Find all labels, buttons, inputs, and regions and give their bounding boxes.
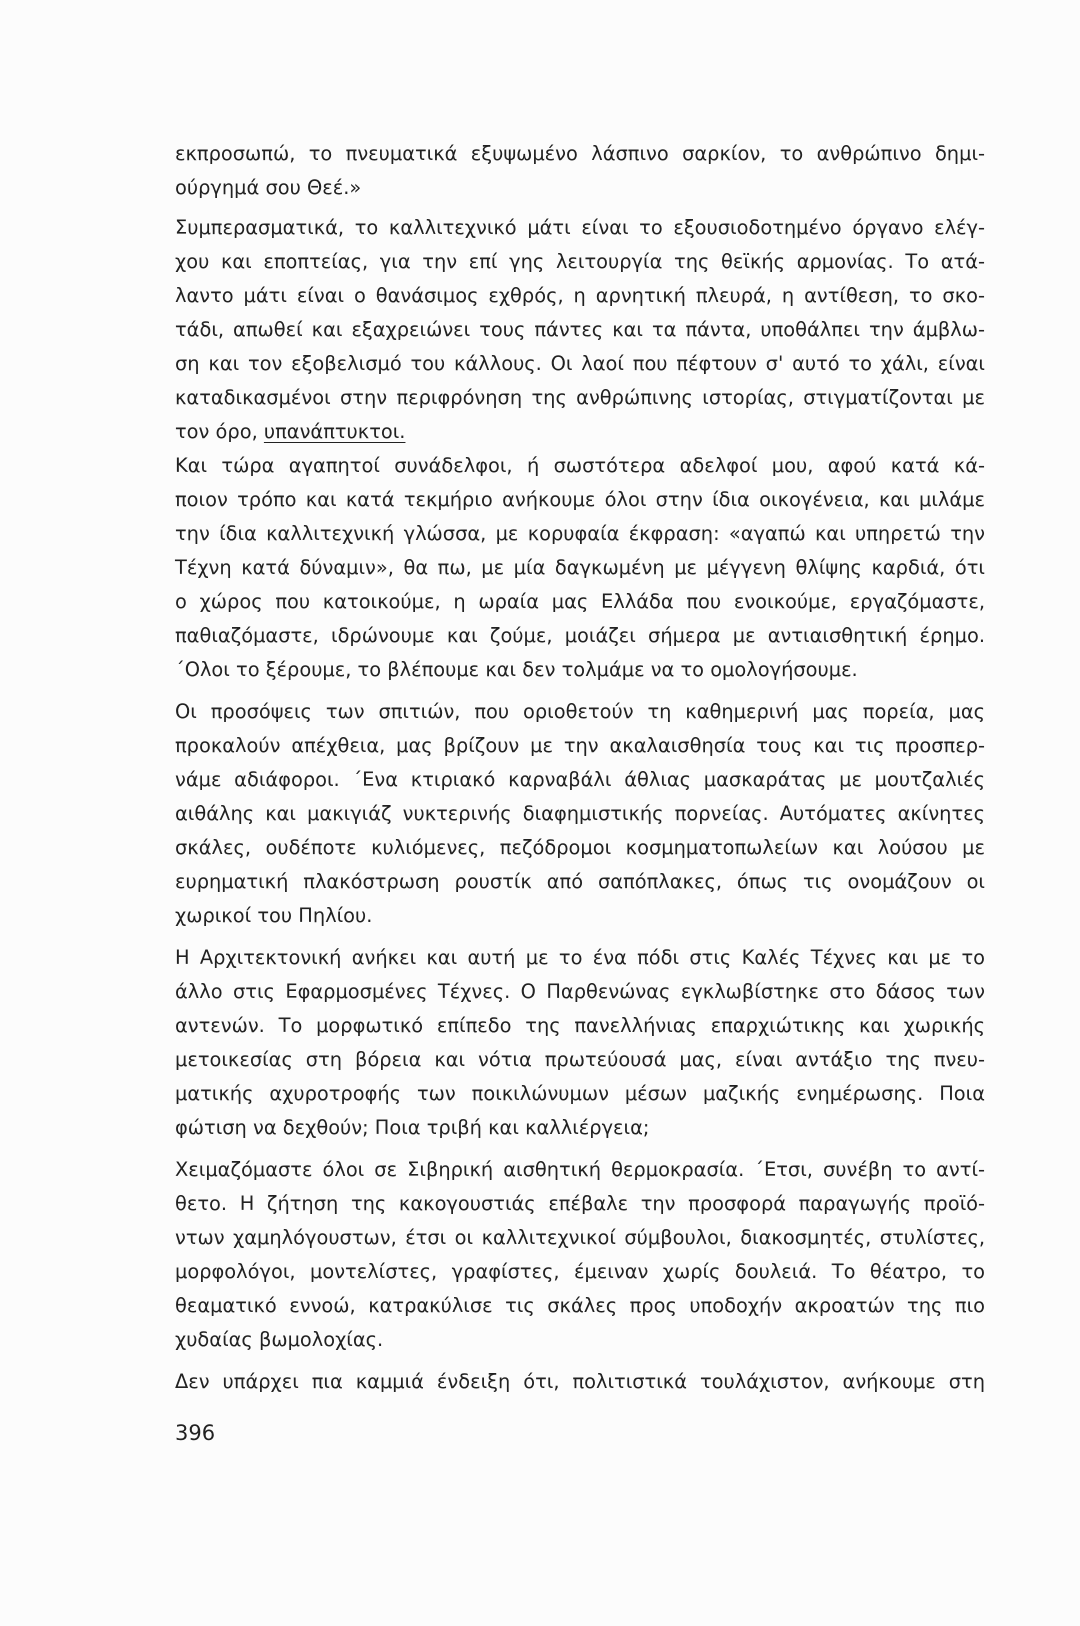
text-line: νάμε αδιάφοροι. ΄Ενα κτιριακό καρναβάλι άθλιας μασκαράτας με μουτζαλιές bbox=[175, 768, 985, 791]
underlined-term: υπανάπτυκτοι. bbox=[263, 420, 406, 443]
page-number: 396 bbox=[175, 1421, 216, 1445]
text-line: θεαματικό εννοώ, κατρακύλισε τις σκάλες προς υποδοχήν ακροατών της πιο bbox=[175, 1294, 985, 1317]
text-line: Οι προσόψεις των σπιτιών, που οριοθετούν τη καθημερινή μας πορεία, μας bbox=[175, 700, 985, 723]
text-line: ευρηματική πλακόστρωση ρουστίκ από σαπόπλακες, όπως τις ονομάζουν οι bbox=[175, 870, 985, 893]
text-line: Η Αρχιτεκτονική ανήκει και αυτή με το ένα πόδι στις Καλές Τέχνες και με το bbox=[175, 946, 985, 969]
text-line: χωρικοί του Πηλίου. bbox=[175, 904, 373, 927]
text-line: χου και εποπτείας, για την επί γης λειτουργία της θεϊκής αρμονίας. Το ατά- bbox=[175, 250, 985, 273]
text-line: προκαλούν απέχθεια, μας βρίζουν με την ακαλαισθησία τους και τις προσπερ- bbox=[175, 734, 985, 757]
paragraph bbox=[175, 1153, 985, 1357]
text-line: ΄Ολοι το ξέρουμε, το βλέπουμε και δεν τολμάμε να το ομολογήσουμε. bbox=[175, 658, 858, 681]
text-line: καταδικασμένοι στην περιφρόνηση της ανθρώπινης ιστορίας, στιγματίζονται με bbox=[175, 386, 985, 409]
text-line: Τέχνη κατά δύναμιν», θα πω, με μία δαγκωμένη με μέγγενη θλίψης καρδιά, ότι bbox=[175, 556, 985, 579]
text-line: ντων χαμηλόγουστων, έτσι οι καλλιτεχνικοί σύμβουλοι, διακοσμητές, στυλίστες, bbox=[175, 1226, 985, 1249]
body-text bbox=[175, 137, 985, 1399]
text-line: ποιον τρόπο και κατά τεκμήριο ανήκουμε όλοι στην ίδια οικογένεια, και μιλάμε bbox=[175, 488, 985, 511]
text-fragment: τον όρο, bbox=[175, 420, 264, 443]
paragraph bbox=[175, 449, 985, 687]
paragraph bbox=[175, 211, 985, 449]
text-line: ούργημά σου Θεέ.» bbox=[175, 176, 362, 199]
text-line: μορφολόγοι, μοντελίστες, γραφίστες, έμειναν χωρίς δουλειά. Το θέατρο, το bbox=[175, 1260, 985, 1283]
text-line: άλλο στις Εφαρμοσμένες Τέχνες. Ο Παρθενώνας εγκλωβίστηκε στο δάσος των bbox=[175, 980, 985, 1003]
paragraph bbox=[175, 1365, 985, 1399]
text-line: ματικής αχυροτροφής των ποικιλώνυμων μέσων μαζικής ενημέρωσης. Ποια bbox=[175, 1082, 985, 1105]
text-line bbox=[175, 415, 985, 449]
text-line: Δεν υπάρχει πια καμμιά ένδειξη ότι, πολιτιστικά τουλάχιστον, ανήκουμε στη bbox=[175, 1370, 985, 1393]
text-line: τάδι, απωθεί και εξαχρειώνει τους πάντες και τα πάντα, υποθάλπει την άμβλω- bbox=[175, 318, 985, 341]
text-line: σκάλες, ουδέποτε κυλιόμενες, πεζόδρομοι κοσμηματοπωλείων και λούσου με bbox=[175, 836, 985, 859]
text-line: αντενών. Το μορφωτικό επίπεδο της πανελλήνιας επαρχιώτικης και χωρικής bbox=[175, 1014, 985, 1037]
text-line: φώτιση να δεχθούν; Ποια τριβή και καλλιέργεια; bbox=[175, 1116, 650, 1139]
paragraph bbox=[175, 137, 985, 205]
text-line: εκπροσωπώ, το πνευματικά εξυψωμένο λάσπινο σαρκίον, το ανθρώπινο δημι- bbox=[175, 142, 985, 165]
text-line: θετο. Η ζήτηση της κακογουστιάς επέβαλε την προσφορά παραγωγής προϊό- bbox=[175, 1192, 985, 1215]
text-line: παθιαζόμαστε, ιδρώνουμε και ζούμε, μοιάζει σήμερα με αντιαισθητική έρημο. bbox=[175, 624, 985, 647]
text-line: λαντο μάτι είναι ο θανάσιμος εχθρός, η αρνητική πλευρά, η αντίθεση, το σκο- bbox=[175, 284, 985, 307]
text-line: ση και τον εξοβελισμό του κάλλους. Οι λαοί που πέφτουν σ' αυτό το χάλι, είναι bbox=[175, 352, 985, 375]
paragraph bbox=[175, 941, 985, 1145]
paragraph bbox=[175, 695, 985, 933]
text-line: Συμπερασματικά, το καλλιτεχνικό μάτι είναι το εξουσιοδοτημένο όργανο ελέγ- bbox=[175, 216, 985, 239]
text-line: Και τώρα αγαπητοί συνάδελφοι, ή σωστότερα αδελφοί μου, αφού κατά κά- bbox=[175, 454, 985, 477]
text-line: την ίδια καλλιτεχνική γλώσσα, με κορυφαία έκφραση: «αγαπώ και υπηρετώ την bbox=[175, 522, 985, 545]
text-line: μετοικεσίας στη βόρεια και νότια πρωτεύουσά μας, είναι αντάξιο της πνευ- bbox=[175, 1048, 985, 1071]
text-line: ο χώρος που κατοικούμε, η ωραία μας Ελλάδα που ενοικούμε, εργαζόμαστε, bbox=[175, 590, 985, 613]
text-line: αιθάλης και μακιγιάζ νυκτερινής διαφημιστικής πορνείας. Αυτόματες ακίνητες bbox=[175, 802, 985, 825]
text-line: χυδαίας βωμολοχίας. bbox=[175, 1328, 384, 1351]
text-line: Χειμαζόμαστε όλοι σε Σιβηρική αισθητική θερμοκρασία. ΄Ετσι, συνέβη το αντί- bbox=[175, 1158, 985, 1181]
